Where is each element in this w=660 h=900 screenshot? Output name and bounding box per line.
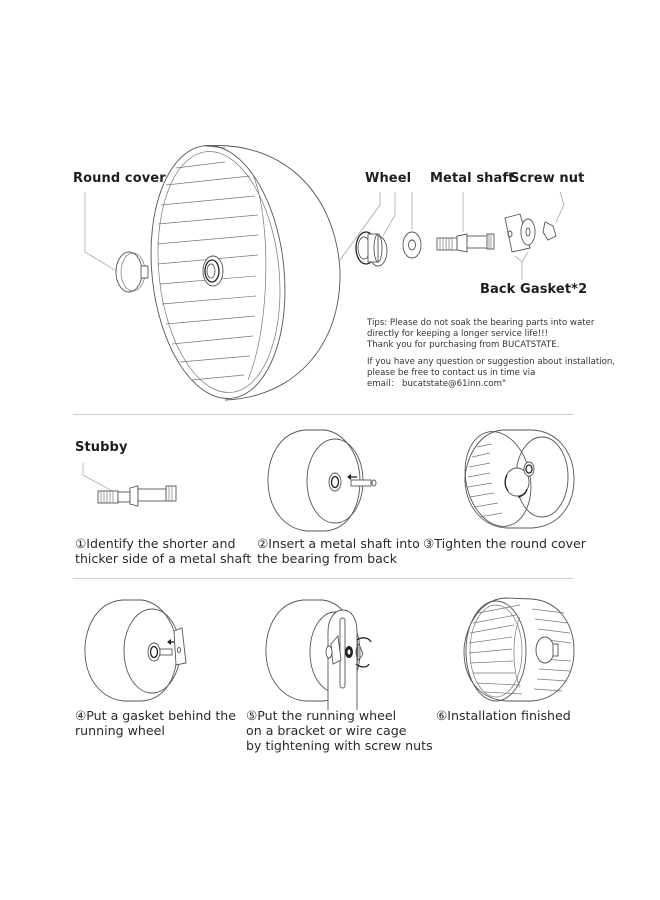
label-screw-nut: Screw nut xyxy=(510,171,585,186)
step3-tighten-cover-drawing xyxy=(462,427,592,532)
step-5-caption-line-3: by tightening with screw nuts xyxy=(246,738,433,753)
tips-line-2: directly for keeping a longer service life!!! xyxy=(367,329,549,339)
bearing-ring-part xyxy=(403,192,421,258)
leader-round-cover xyxy=(85,192,118,272)
step-4-caption-line-1: ④Put a gasket behind the xyxy=(75,708,236,723)
label-round-cover: Round cover xyxy=(73,171,166,186)
step-5-caption-line-1: ⑤Put the running wheel xyxy=(246,708,397,723)
step-4-caption xyxy=(75,708,236,738)
back-gasket-part xyxy=(505,214,535,280)
step-1-caption xyxy=(75,536,251,566)
stubby-callout: Stubby xyxy=(75,440,128,455)
tips-text xyxy=(367,318,615,390)
tips-line-1: Tips: Please do not soak the bearing parts into water xyxy=(367,318,595,328)
round-cover-part xyxy=(116,252,148,292)
step-1-caption-line-1: ①Identify the shorter and xyxy=(75,536,236,551)
step4-gasket-drawing xyxy=(82,595,212,710)
step-3-caption-line-1: ③Tighten the round cover xyxy=(423,536,586,551)
step-6-caption-line-1: ⑥Installation finished xyxy=(436,708,571,723)
step-5-caption xyxy=(246,708,433,753)
step5-bracket-drawing xyxy=(263,592,403,712)
wheel-drum-outline xyxy=(205,146,340,400)
tips-line-4: If you have any question or suggestion about installation, xyxy=(367,357,616,367)
section-divider-2 xyxy=(73,578,573,579)
step-3-caption xyxy=(423,536,586,551)
section-divider-1 xyxy=(73,414,573,415)
wheel-center-bearing xyxy=(203,256,223,286)
label-wheel: Wheel xyxy=(365,171,412,186)
step-2-caption-line-2: the bearing from back xyxy=(257,551,398,566)
wheel-bearing-housing xyxy=(356,192,395,266)
screw-nut-part xyxy=(543,192,564,240)
tips-line-5: please be free to contact us in time via xyxy=(367,368,536,378)
step-5-caption-line-2: on a bracket or wire cage xyxy=(246,723,407,738)
step-6-caption xyxy=(436,708,571,723)
tips-contact-email: email： bucatstate@61inn.com" xyxy=(367,379,506,389)
step-4-caption-line-2: running wheel xyxy=(75,723,165,738)
step2-insert-shaft-drawing xyxy=(265,425,405,535)
step1-shaft-drawing xyxy=(80,455,200,515)
label-back-gasket: Back Gasket*2 xyxy=(480,282,588,297)
metal-shaft-part xyxy=(437,192,494,252)
tips-line-3: Thank you for purchasing from BUCATSTATE. xyxy=(367,340,560,350)
step-1-caption-line-2: thicker side of a metal shaft xyxy=(75,551,252,566)
step6-finished-drawing xyxy=(460,595,590,710)
step-2-caption-line-1: ②Insert a metal shaft into xyxy=(257,536,420,551)
step-2-caption xyxy=(257,536,420,566)
label-metal-shaft: Metal shaft xyxy=(430,171,515,186)
